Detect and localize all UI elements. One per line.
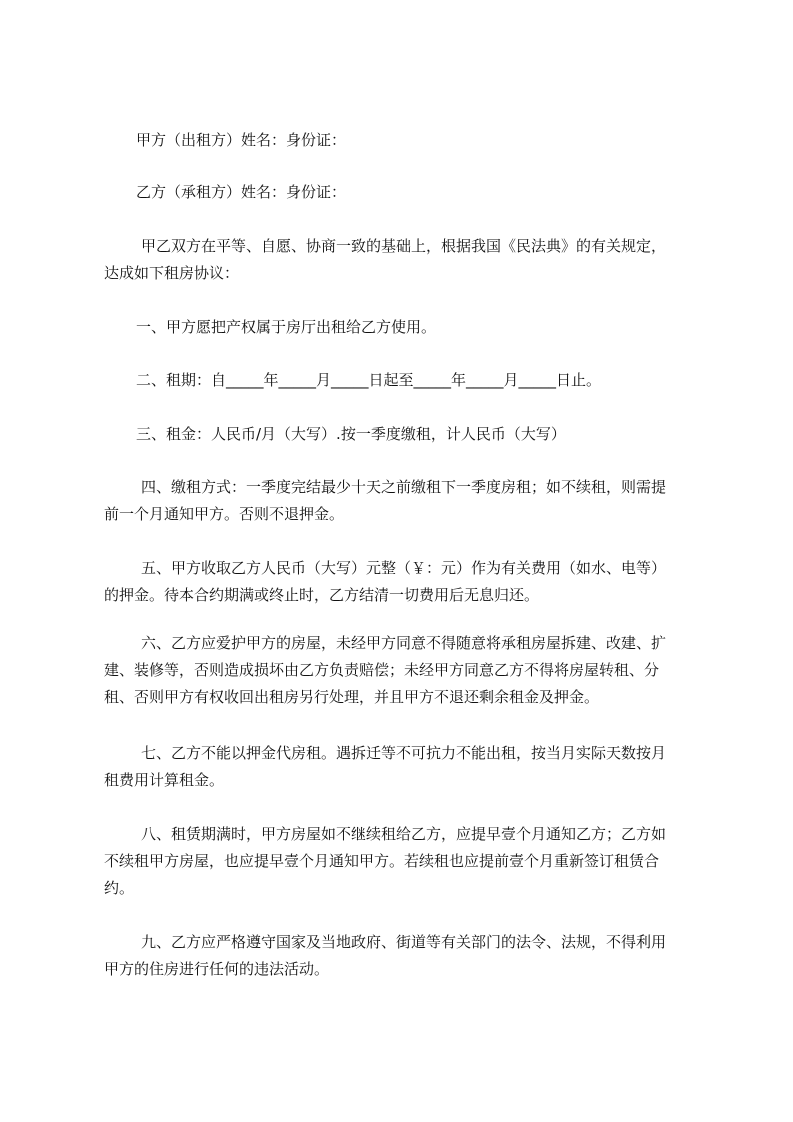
clause-5 bbox=[104, 555, 704, 609]
clause-1 bbox=[104, 314, 704, 341]
clause-4 bbox=[104, 474, 704, 528]
clause-5-line-2: 的押金。待本合约期满或终止时，乙方结清一切费用后无息归还。 bbox=[104, 586, 540, 604]
clause-2 bbox=[104, 367, 704, 394]
clause-3-line-1: 三、租金：人民币/月（大写）.按一季度缴租，计人民币（大写） bbox=[136, 425, 566, 443]
intro-line-2: 达成如下租房协议： bbox=[104, 264, 240, 282]
clause-6-line-3: 租、否则甲方有权收回出租房另行处理，并且甲方不退还剩余租金及押金。 bbox=[104, 688, 600, 706]
clause-8-line-2: 不续租甲方房屋，也应提早壹个月通知甲方。若续租也应提前壹个月重新签订租赁合 bbox=[104, 852, 660, 870]
party-a-text: 甲方（出租方）姓名：身份证： bbox=[136, 131, 347, 149]
clause-7-line-2: 租费用计算租金。 bbox=[104, 771, 225, 789]
clause-5-line-1: 五、甲方收取乙方人民币（大写）元整（￥：元）作为有关费用（如水、电等） bbox=[141, 559, 667, 577]
clause-8 bbox=[104, 821, 704, 902]
clause-6-line-2: 建、装修等，否则造成损坏由乙方负责赔偿；未经甲方同意乙方不得将房屋转租、分 bbox=[104, 661, 660, 679]
clause-8-line-1: 八、租赁期满时，甲方房屋如不继续租给乙方，应提早壹个月通知乙方；乙方如 bbox=[141, 825, 667, 843]
clause-8-line-3: 约。 bbox=[104, 879, 135, 897]
clause-6 bbox=[104, 630, 704, 711]
party-b-line bbox=[136, 179, 736, 206]
party-b-text: 乙方（承租方）姓名：身份证： bbox=[136, 183, 347, 201]
intro-line-1: 甲乙双方在平等、自愿、协商一致的基础上，根据我国《民法典》的有关规定， bbox=[141, 237, 667, 255]
clause-9-line-1: 九、乙方应严格遵守国家及当地政府、街道等有关部门的法令、法规，不得利用 bbox=[141, 933, 667, 951]
clause-7-line-1: 七、乙方不能以押金代房租。遇拆迁等不可抗力不能出租，按当月实际天数按月 bbox=[141, 744, 667, 762]
clause-4-line-1: 四、缴租方式：一季度完结最少十天之前缴租下一季度房租；如不续租，则需提 bbox=[141, 478, 667, 496]
clause-6-line-1: 六、乙方应爱护甲方的房屋，未经甲方同意不得随意将承租房屋拆建、改建、扩 bbox=[141, 634, 667, 652]
party-a-line bbox=[136, 127, 736, 154]
clause-7 bbox=[104, 740, 704, 794]
intro-paragraph bbox=[104, 233, 704, 287]
clause-1-line-1: 一、甲方愿把产权属于房厅出租给乙方使用。 bbox=[136, 318, 437, 336]
clause-4-line-2: 前一个月通知甲方。否则不退押金。 bbox=[104, 505, 345, 523]
clause-9-line-2: 甲方的住房进行任何的违法活动。 bbox=[104, 960, 330, 978]
clause-2-line-1: 二、租期：自_____年_____月_____日起至_____年_____月_____日止。 bbox=[136, 371, 602, 389]
clause-3 bbox=[104, 421, 704, 448]
clause-9 bbox=[104, 929, 704, 983]
